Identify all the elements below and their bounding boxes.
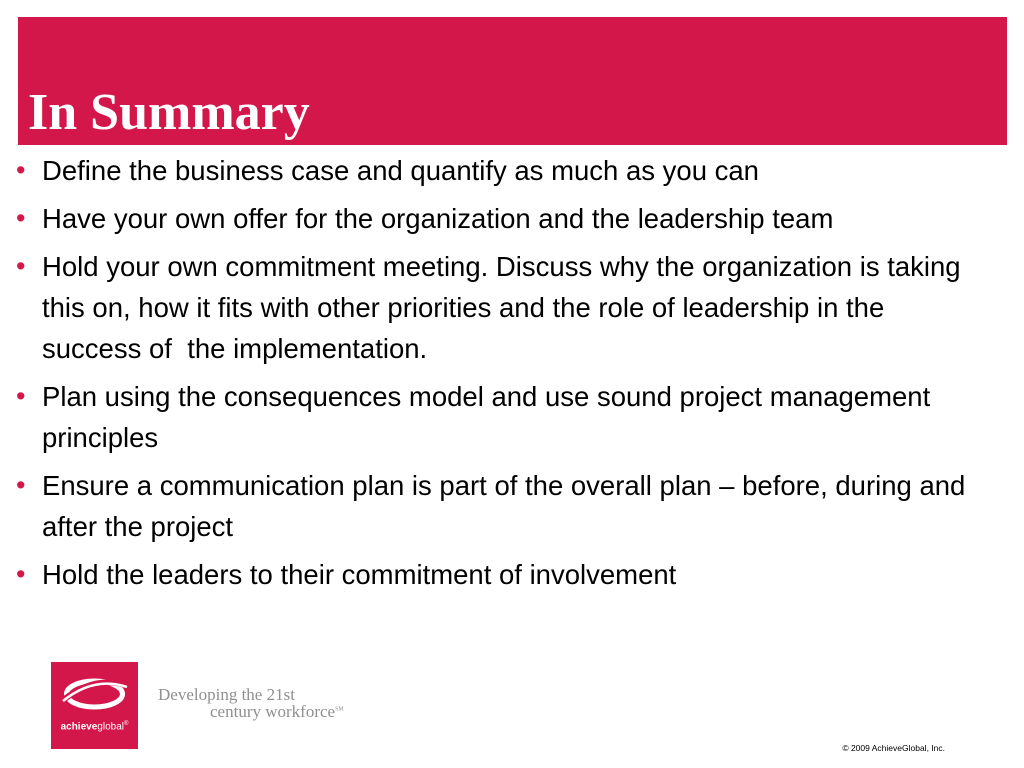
bullet-marker: • — [16, 203, 26, 233]
achieveglobal-logo — [51, 662, 138, 749]
bullet-marker: • — [16, 559, 26, 589]
logo-wordmark — [51, 721, 138, 732]
bullet-marker: • — [16, 251, 26, 281]
swoosh-logo-icon — [51, 672, 138, 716]
bullet-item — [16, 246, 976, 369]
bullet-text: Ensure a communication plan is part of the overall plan – before, during and after the project — [42, 470, 973, 542]
service-mark: SM — [335, 706, 344, 713]
bullet-text: Hold your own commitment meeting. Discuss why the organization is taking this on, how it fits with other priorities and the role of leadership in the success of the implementation. — [42, 251, 969, 364]
bullet-item — [16, 554, 976, 595]
bullet-marker: • — [16, 155, 26, 185]
bullet-text: Define the business case and quantify as much as you can — [42, 155, 759, 186]
bullet-item — [16, 198, 976, 239]
bullet-list — [16, 150, 976, 602]
bullet-text: Have your own offer for the organization and the leadership team — [42, 203, 834, 234]
tagline-line-2 — [210, 702, 344, 722]
slide-title: In Summary — [28, 84, 310, 141]
logo-registered-mark: ® — [123, 721, 129, 727]
logo-word-bold: achieve — [60, 721, 98, 733]
bullet-item — [16, 376, 976, 458]
logo-word-regular: global — [97, 721, 124, 733]
title-band — [18, 17, 1007, 145]
bullet-text: Plan using the consequences model and use sound project management principles — [42, 381, 938, 453]
bullet-marker: • — [16, 470, 26, 500]
bullet-marker: • — [16, 381, 26, 411]
tagline-text: century workforce — [210, 702, 336, 721]
bullet-text: Hold the leaders to their commitment of involvement — [42, 559, 677, 590]
tagline-line-1: Developing the 21st — [158, 685, 295, 704]
bullet-item — [16, 150, 976, 191]
bullet-item — [16, 465, 976, 547]
copyright-notice: © 2009 AchieveGlobal, Inc. — [842, 743, 945, 753]
